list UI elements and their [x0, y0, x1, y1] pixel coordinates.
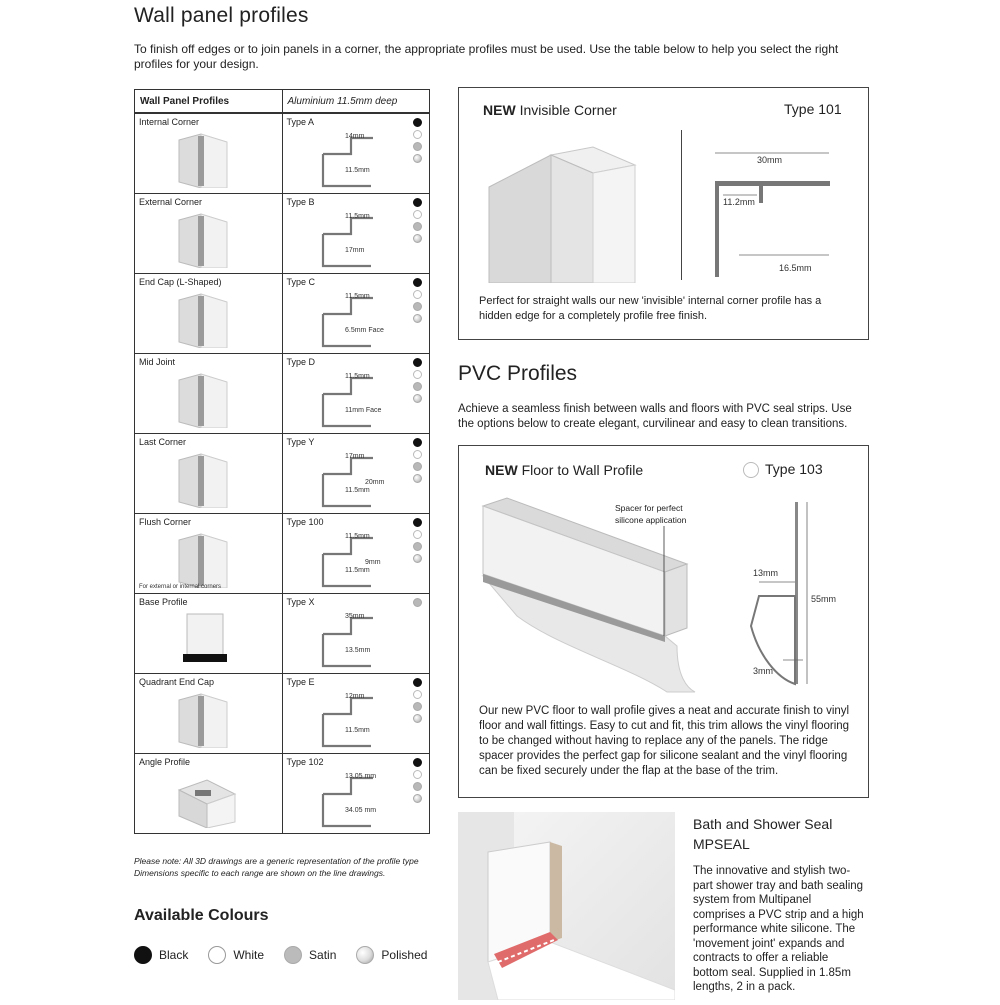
- pvc-title: PVC Profiles: [458, 362, 578, 385]
- table-row: [135, 674, 430, 754]
- colour-dots: [413, 278, 423, 326]
- profile-line-drawing: [311, 204, 401, 270]
- dimension-label: 11.5mm: [344, 533, 370, 540]
- profile-cell: [135, 594, 283, 674]
- colour-dot-satin: [413, 598, 422, 607]
- colour-dots: [413, 358, 423, 406]
- table-row: [135, 113, 430, 194]
- type-cell: [282, 194, 430, 274]
- type-label: Type C: [286, 277, 316, 287]
- dim-13mm: 13mm: [753, 568, 779, 578]
- profile-name: Mid Joint: [139, 357, 176, 367]
- profile-3d-image: [165, 452, 245, 508]
- profile-3d-image: [165, 612, 245, 668]
- new-badge: NEW: [485, 462, 518, 478]
- profile-3d-image: [165, 532, 245, 588]
- type-label: Type X: [286, 597, 315, 607]
- type-label: Type 100: [286, 517, 324, 527]
- floor-to-wall-line-drawing: [729, 496, 865, 696]
- type-cell: [282, 514, 430, 594]
- dimension-label: 11.5mm: [344, 727, 370, 734]
- colour-label: Satin: [309, 948, 337, 962]
- bath-seal-image: [458, 812, 675, 1000]
- type-label: Type D: [286, 357, 316, 367]
- invisible-corner-line-drawing: [699, 143, 859, 283]
- dimension-label: 34.05 mm: [344, 807, 376, 814]
- dimension-label: 11.5mm: [344, 373, 370, 380]
- profile-note: For external or internal corners: [139, 584, 222, 590]
- colour-dot-white: [413, 290, 422, 299]
- colour-label: Black: [159, 948, 189, 962]
- type-label: Type A: [286, 117, 315, 127]
- colours-title: Available Colours: [134, 907, 269, 924]
- colour-dots: [413, 758, 423, 806]
- colour-polished: [356, 946, 427, 964]
- table-row: [135, 514, 430, 594]
- dim-30mm: 30mm: [757, 155, 783, 165]
- profile-line-drawing: [311, 284, 401, 350]
- colour-dot-polished: [413, 714, 422, 723]
- profile-name: External Corner: [139, 197, 203, 207]
- colour-dot-white: [413, 530, 422, 539]
- new-badge: NEW: [483, 102, 516, 118]
- profiles-table: [134, 89, 430, 834]
- colour-dots: [413, 678, 423, 726]
- colour-dots: [413, 518, 423, 566]
- colour-dot-polished: [413, 554, 422, 563]
- divider: [681, 130, 682, 280]
- colour-dot-white: [413, 130, 422, 139]
- colour-dot-satin: [413, 702, 422, 711]
- profile-3d-image: [165, 772, 245, 828]
- profile-cell: [135, 113, 283, 194]
- floor-to-wall-name: Floor to Wall Profile: [521, 462, 644, 478]
- dim-55mm: 55mm: [811, 594, 837, 604]
- colour-dot-black: [413, 758, 422, 767]
- bath-seal-code: MPSEAL: [693, 836, 750, 852]
- table-row: [135, 434, 430, 514]
- profile-cell: [135, 354, 283, 434]
- type-label: Type Y: [286, 437, 315, 447]
- colour-dot-satin: [413, 542, 422, 551]
- invisible-corner-3d-image: [485, 143, 655, 283]
- dim-11-2mm: 11.2mm: [723, 197, 755, 207]
- profile-name: Quadrant End Cap: [139, 677, 215, 687]
- floor-to-wall-panel: [458, 445, 869, 798]
- dimension-label: 35mm: [344, 613, 364, 620]
- profile-3d-image: [165, 372, 245, 428]
- dimension-label: 11.5mm: [344, 293, 370, 300]
- colour-dot-satin: [413, 462, 422, 471]
- spacer-callout-line2: silicone application: [615, 515, 687, 525]
- bath-seal-title: Bath and Shower Seal: [693, 816, 833, 832]
- floor-to-wall-desc: Our new PVC floor to wall profile gives a neat and accurate finish to vinyl floor and wall fittings. Easy to cut and fit, this trim allows the vinyl flooring to be changed without having to replace any of the panels. The ridge spacer provides the perfect gap for silicone sealant and the vinyl flooring can be fixed securely under the flap at the base of the trim.: [479, 705, 850, 777]
- type-103-label: Type 103: [765, 461, 823, 477]
- colour-label: White: [233, 948, 265, 962]
- profile-line-drawing: [311, 524, 401, 590]
- dimension-label: 6.5mm Face: [344, 327, 384, 334]
- type-label: Type E: [286, 677, 315, 687]
- dimension-label: 14mm: [344, 133, 364, 140]
- type-101-label: Type 101: [784, 101, 842, 117]
- profile-cell: [135, 434, 283, 514]
- floor-to-wall-3d-image: [477, 496, 703, 696]
- colour-satin: [284, 946, 336, 964]
- colour-dot-satin: [413, 782, 422, 791]
- colour-dot-black: [413, 278, 422, 287]
- colour-dot-white: [413, 210, 422, 219]
- colour-dot-satin: [413, 302, 422, 311]
- floor-to-wall-title: [485, 462, 643, 478]
- colour-dot-satin: [413, 222, 422, 231]
- colour-dot-black: [413, 678, 422, 687]
- colour-label: Polished: [381, 948, 428, 962]
- profile-name: Angle Profile: [139, 757, 191, 767]
- spacer-callout: [615, 502, 686, 526]
- colour-white: [208, 946, 264, 964]
- dim-16-5mm: 16.5mm: [779, 263, 812, 273]
- profile-line-drawing: [311, 444, 401, 510]
- page-title: Wall panel profiles: [134, 4, 309, 27]
- colour-dot-black: [413, 198, 422, 207]
- profile-cell: [135, 274, 283, 354]
- profile-name: Internal Corner: [139, 117, 200, 127]
- table-header-profiles: Wall Panel Profiles: [135, 90, 283, 114]
- invisible-corner-panel: [458, 87, 869, 340]
- type-cell: [282, 434, 430, 514]
- colour-swatch-white: [208, 946, 226, 964]
- invisible-corner-title: [483, 102, 617, 118]
- bath-seal-photo: [458, 812, 675, 1000]
- colour-dot-polished: [413, 234, 422, 243]
- type-cell: [282, 113, 430, 194]
- page-intro: To finish off edges or to join panels in a corner, the appropriate profiles must be used. Use the table below to help you select the right profiles for your design.: [134, 42, 839, 71]
- profile-cell: [135, 514, 283, 594]
- profile-line-drawing: [311, 604, 401, 670]
- table-row: [135, 274, 430, 354]
- colour-dot-polished: [413, 474, 422, 483]
- colours-row: [134, 946, 447, 964]
- type-cell: [282, 274, 430, 354]
- invisible-corner-desc: Perfect for straight walls our new 'invisible' internal corner profile has a hidden edge for a completely profile free finish.: [479, 295, 822, 322]
- colour-dot-white: [413, 450, 422, 459]
- type-label: Type 102: [286, 757, 324, 767]
- profile-line-drawing: [311, 764, 401, 830]
- dimension-label: 11.5mm: [344, 567, 370, 574]
- colour-dot-satin: [413, 142, 422, 151]
- dimension-label: 13.5mm: [344, 647, 370, 654]
- bath-seal-desc: The innovative and stylish two-part shower tray and bath sealing system from Multipanel comprises a PVC strip and a high performance white silicone. The 'movement joint' expands and contracts to offer a reliable bottom seal. Supplied in 1.85m lengths, 2 in a pack.: [693, 865, 864, 993]
- profile-cell: [135, 754, 283, 834]
- colour-swatch-satin: [284, 946, 302, 964]
- colour-swatch-black: [134, 946, 152, 964]
- profile-line-drawing: [311, 364, 401, 430]
- profile-cell: [135, 194, 283, 274]
- profile-line-drawing: [311, 124, 401, 190]
- profile-3d-image: [165, 692, 245, 748]
- table-row: [135, 754, 430, 834]
- dimension-label: 17mm: [344, 453, 364, 460]
- colour-dot-black: [413, 358, 422, 367]
- colour-dots: [413, 598, 423, 610]
- colour-dots: [413, 438, 423, 486]
- dimension-label: 11.5mm: [344, 167, 370, 174]
- table-row: [135, 354, 430, 434]
- dimension-label: 12mm: [344, 693, 364, 700]
- profile-3d-image: [165, 212, 245, 268]
- colour-dot-black: [413, 118, 422, 127]
- dimension-label: 13.05 mm: [344, 773, 376, 780]
- colour-dot-white: [413, 370, 422, 379]
- profile-3d-image: [165, 132, 245, 188]
- dimension-label: 11.5mm: [344, 213, 370, 220]
- profile-3d-image: [165, 292, 245, 348]
- colour-dot-black: [413, 518, 422, 527]
- colour-dot-white: [413, 770, 422, 779]
- colour-dot-polished: [413, 794, 422, 803]
- dimension-label: 17mm: [344, 247, 364, 254]
- type-cell: [282, 674, 430, 754]
- dimension-label: 20mm: [364, 479, 384, 486]
- colour-swatch-polished: [356, 946, 374, 964]
- type-cell: [282, 594, 430, 674]
- pvc-intro: Achieve a seamless finish between walls and floors with PVC seal strips. Use the options below to create elegant, curvilinear and easy to clean transitions.: [458, 403, 852, 430]
- colour-dot-satin: [413, 382, 422, 391]
- table-row: [135, 594, 430, 674]
- colour-dot-polished: [413, 314, 422, 323]
- white-dot-icon: [743, 462, 759, 478]
- colour-dot-polished: [413, 394, 422, 403]
- type-cell: [282, 354, 430, 434]
- type-cell: [282, 754, 430, 834]
- colour-dot-polished: [413, 154, 422, 163]
- spacer-callout-line1: Spacer for perfect: [615, 503, 683, 513]
- colour-dots: [413, 198, 423, 246]
- colour-dot-black: [413, 438, 422, 447]
- invisible-corner-name: Invisible Corner: [519, 102, 617, 118]
- colour-black: [134, 946, 188, 964]
- profile-line-drawing: [311, 684, 401, 750]
- profile-name: Flush Corner: [139, 517, 192, 527]
- footnote: Please note: All 3D drawings are a generic representation of the profile type Dimensions specific to each range are shown on the line drawings.: [134, 856, 419, 878]
- dimension-label: 11mm Face: [344, 407, 381, 414]
- profile-cell: [135, 674, 283, 754]
- dimension-label: 11.5mm: [344, 487, 370, 494]
- colour-dot-white: [413, 690, 422, 699]
- profile-name: Base Profile: [139, 597, 188, 607]
- profile-name: End Cap (L-Shaped): [139, 277, 222, 287]
- dimension-label: 9mm: [364, 559, 381, 566]
- dim-3mm: 3mm: [753, 666, 773, 676]
- type-label: Type B: [286, 197, 315, 207]
- table-row: [135, 194, 430, 274]
- table-header-aluminium: Aluminium 11.5mm deep: [282, 90, 430, 114]
- colour-dots: [413, 118, 423, 166]
- profile-name: Last Corner: [139, 437, 187, 447]
